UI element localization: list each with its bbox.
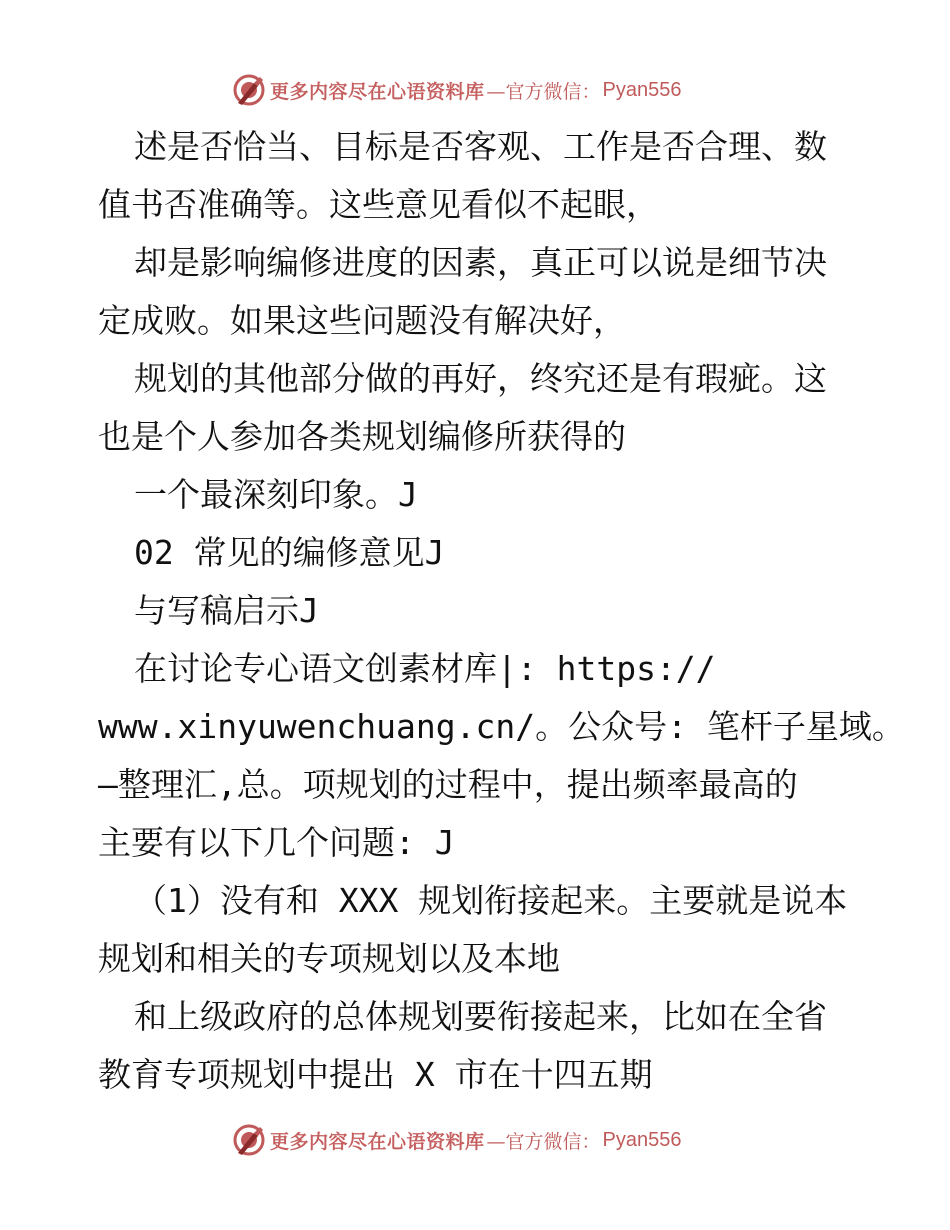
body-line: 规划和相关的专项规划以及本地 — [98, 939, 560, 978]
pen-logo-icon — [232, 73, 266, 107]
header-banner — [232, 72, 682, 108]
body-line: 和上级政府的总体规划要衔接起来，比如在全省 — [134, 997, 827, 1036]
pen-logo-icon — [232, 1123, 266, 1157]
body-line: —整理汇,总。项规划的过程中，提出频率最高的 — [98, 765, 798, 804]
body-line: 规划的其他部分做的再好，终究还是有瑕疵。这 — [134, 359, 827, 398]
body-line-url: www.xinyuwenchuang.cn/。公众号: 笔杆子星域。 — [98, 707, 905, 746]
body-line: 也是个人参加各类规划编修所获得的 — [98, 417, 626, 456]
body-line: （1）没有和 XXX 规划衔接起来。主要就是说本 — [134, 881, 848, 920]
body-line: 一个最深刻印象。J — [134, 475, 418, 514]
body-line: 却是影响编修进度的因素，真正可以说是细节决 — [134, 243, 827, 282]
body-line: 教育专项规划中提出 X 市在十四五期 — [98, 1055, 653, 1094]
footer-banner — [232, 1122, 682, 1158]
document-body — [98, 118, 905, 1104]
banner-wechat-id: Pyan556 — [602, 1128, 682, 1151]
body-line: 主要有以下几个问题: J — [98, 823, 455, 862]
section-heading: 与写稿启示J — [134, 591, 319, 630]
banner-wechat-id: Pyan556 — [602, 78, 682, 101]
banner-wechat-label: —官方微信： — [486, 1130, 601, 1153]
banner-site-name: 更多内容尽在心语资料库 — [270, 1130, 485, 1153]
section-heading: 02 常见的编修意见J — [134, 533, 445, 572]
banner-site-name: 更多内容尽在心语资料库 — [270, 80, 485, 103]
banner-wechat-label: —官方微信： — [486, 80, 601, 103]
body-line: 在讨论专心语文创素材库|: https:// — [134, 649, 716, 688]
body-line: 定成败。如果这些问题没有解决好， — [98, 301, 626, 340]
body-line: 值书否准确等。这些意见看似不起眼， — [98, 185, 659, 224]
body-line: 述是否恰当、目标是否客观、工作是否合理、数 — [134, 127, 827, 166]
